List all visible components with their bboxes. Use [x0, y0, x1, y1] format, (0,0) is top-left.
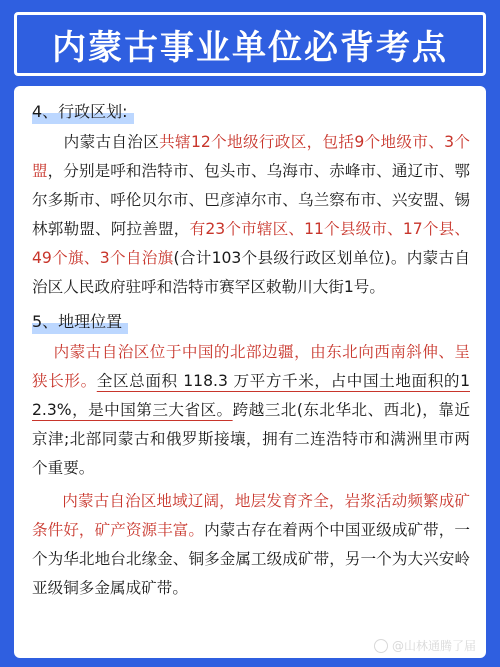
text-run-highlight: 内蒙古自治区地域辽阔，地层发育齐全，岩浆活动频繁成矿条件好，矿产资源丰富。: [32, 492, 470, 539]
text-run: 跨越三北(东北华北、西北)，靠近京津;北部同蒙古和俄罗斯接壤，拥有二连浩特市和满洲里市两个重要。: [32, 401, 471, 477]
text-run: 内蒙古存在着两个中国亚级成矿带，一个为华北地台北缘金、铜多金属工级成矿带，另一个为大兴安岭亚级铜多金属成矿带。: [32, 521, 470, 597]
content-card: [14, 86, 486, 658]
text-run-highlight: 有23个市辖区、11个县级市、17个县、49个旗、3个自治旗: [32, 220, 470, 267]
title-banner: [14, 12, 486, 76]
geo-paragraph-location: [32, 338, 470, 483]
text-run-highlight: 内蒙古自治区位于中国的北部边疆，由东北向西南斜伸、呈狭长形。: [32, 343, 470, 390]
text-run-highlight: 共辖12个地级行政区，包括9个地级市、3个盟: [32, 133, 470, 180]
admin-paragraph: [32, 128, 470, 302]
text-run: (合计103个县级行政区划单位)。内蒙古自治区人民政府驻呼和浩特市赛罕区敕勒川大街1号。: [32, 249, 470, 296]
watermark-logo-icon: [374, 639, 388, 653]
text-run: ，分别是呼和浩特市、包头市、乌海市、赤峰市、通辽市、鄂尔多斯市、呼伦贝尔市、巴彦淖尔市、乌兰察布市、兴安盟、锡林郭勒盟、阿拉善盟，: [32, 162, 470, 238]
text-run: 内蒙古自治区: [63, 133, 160, 151]
section-heading-geo: 5、地理位置: [32, 310, 128, 334]
watermark-text: @山林通腾了届: [391, 639, 476, 653]
section-heading-admin: 4、行政区划:: [32, 100, 134, 124]
watermark: [374, 637, 476, 654]
text-run-underlined: 全区总面积 118.3 万平方千米，占中国土地面积的12.3%，是中国第三大省区。: [32, 372, 470, 419]
geo-paragraph-minerals: [32, 487, 470, 603]
page-title: 内蒙古事业单位必背考点: [52, 27, 448, 68]
